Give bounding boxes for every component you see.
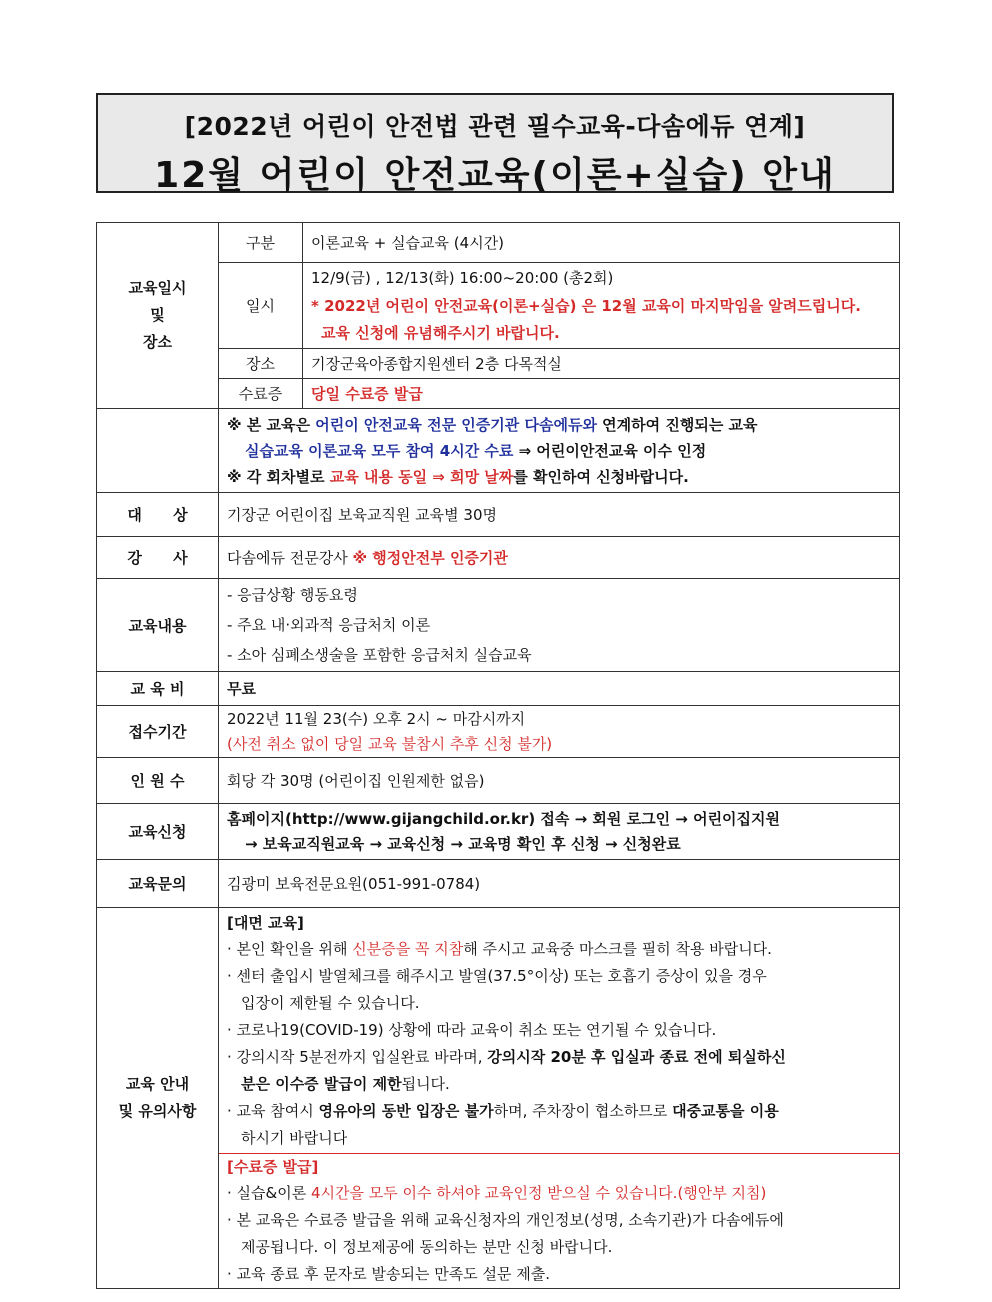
row-content bbox=[97, 579, 900, 672]
guide-label-1: 교육 안내 bbox=[125, 1075, 190, 1093]
cert-bullet-3: · 교육 종료 후 문자로 발송되는 만족도 설문 제출. bbox=[227, 1265, 550, 1283]
date-cell bbox=[303, 263, 900, 349]
b4-b: 강의시작 20분 후 입실과 종료 전에 퇴실하신 bbox=[487, 1048, 786, 1066]
inquiry-label: 교육문의 bbox=[97, 860, 219, 908]
row-inquiry bbox=[97, 860, 900, 908]
b5-d: 대중교통을 이용 bbox=[672, 1102, 779, 1120]
b2-b: 입장이 제한될 수 있습니다. bbox=[241, 994, 420, 1012]
date-notice-2: 교육 신청에 유념해주시기 바랍니다. bbox=[321, 323, 560, 342]
face-bullet-1 bbox=[227, 936, 891, 963]
content-item: - 응급상황 행동요령 bbox=[227, 586, 358, 604]
content-item: - 소아 심폐소생술을 포함한 응급처치 실습교육 bbox=[227, 646, 532, 664]
c1-b: 4시간을 모두 이수 하셔야 교육인정 받으실 수 있습니다.(행안부 지침) bbox=[310, 1184, 767, 1202]
fee-value: 무료 bbox=[219, 672, 900, 706]
note-line-1 bbox=[227, 412, 891, 438]
b2-a: · 센터 출입시 발열체크를 해주시고 발열(37.5°이상) 또는 호흡기 증상이 있을 경우 bbox=[227, 967, 767, 985]
date-label: 일시 bbox=[219, 263, 303, 349]
row-fee bbox=[97, 672, 900, 706]
note1-a: ※ 본 교육은 bbox=[227, 415, 316, 434]
row-target bbox=[97, 493, 900, 537]
period-cell bbox=[219, 706, 900, 758]
instructor-badge: ※ 행정안전부 인증기관 bbox=[352, 549, 508, 567]
c1-a: · 실습&이론 bbox=[227, 1184, 311, 1202]
capacity-value: 회당 각 30명 (어린이집 인원제한 없음) bbox=[219, 758, 900, 804]
fee-label: 교 육 비 bbox=[97, 672, 219, 706]
title-box bbox=[96, 93, 894, 196]
c2-a: · 본 교육은 수료증 발급을 위해 교육신청자의 개인정보(성명, 소속기관)가 다솜에듀에 bbox=[227, 1211, 784, 1229]
schedule-label-2: 및 bbox=[150, 306, 165, 324]
note3-c: 를 확인하여 신청바랍니다. bbox=[513, 467, 689, 486]
note3-b: 교육 내용 동일 ⇒ 희망 날짜 bbox=[329, 467, 514, 486]
b5-e: 하시기 바랍니다 bbox=[241, 1129, 348, 1147]
row-period bbox=[97, 706, 900, 758]
date-notice-1: * 2022년 어린이 안전교육(이론+실습) 은 12월 교육이 마지막임을 알려드립니다. bbox=[311, 296, 861, 315]
guide-face-cell bbox=[219, 908, 900, 1154]
title-line1: [2022년 어린이 안전법 관련 필수교육-다솜에듀 연계] bbox=[184, 112, 806, 141]
row-apply bbox=[97, 804, 900, 860]
b5-c: 하며, 주차장이 협소하므로 bbox=[493, 1102, 673, 1120]
b4-a: · 강의시작 5분전까지 입실완료 바라며, bbox=[227, 1048, 488, 1066]
apply-line-2: → 보육교직원교육 → 교육신청 → 교육명 확인 후 신청 → 신청완료 bbox=[245, 834, 681, 853]
period-note: (사전 취소 없이 당일 교육 불참시 추후 신청 불가) bbox=[227, 734, 553, 753]
period-label: 접수기간 bbox=[97, 706, 219, 758]
cert-label: 수료증 bbox=[219, 379, 303, 409]
note-line-2 bbox=[227, 438, 891, 464]
schedule-label-1: 교육일시 bbox=[128, 279, 187, 297]
face-bullet-4 bbox=[227, 1044, 891, 1098]
place-value: 기장군육아종합지원센터 2층 다목적실 bbox=[303, 349, 900, 379]
instructor-label: 강 사 bbox=[97, 537, 219, 579]
note-line-3 bbox=[227, 464, 891, 490]
guide-label bbox=[97, 908, 219, 1289]
period-value: 2022년 11월 23(수) 오후 2시 ~ 마감시까지 bbox=[227, 709, 526, 728]
c2-b: 제공됩니다. 이 정보제공에 동의하는 분만 신청 바랍니다. bbox=[241, 1238, 613, 1256]
schedule-label-3: 장소 bbox=[143, 333, 172, 351]
note3-a: ※ 각 회차별로 bbox=[227, 467, 330, 486]
row-capacity bbox=[97, 758, 900, 804]
content-label: 교육내용 bbox=[97, 579, 219, 672]
cert-value: 당일 수료증 발급 bbox=[303, 379, 900, 409]
apply-label: 교육신청 bbox=[97, 804, 219, 860]
note2-b: ⇒ 어린이안전교육 이수 인정 bbox=[513, 441, 707, 460]
note1-b: 어린이 안전교육 전문 인증기관 다솜에듀와 bbox=[315, 415, 597, 434]
cert-bullet-1 bbox=[227, 1180, 891, 1207]
b4-d: 됩니다. bbox=[401, 1075, 450, 1093]
info-table bbox=[96, 222, 900, 1289]
schedule-label-cont bbox=[97, 409, 219, 493]
row-notes bbox=[97, 409, 900, 493]
b4-c: 분은 이수증 발급이 제한 bbox=[241, 1075, 402, 1093]
instructor-value: 다솜에듀 전문강사 bbox=[227, 549, 353, 567]
row-type bbox=[97, 223, 900, 263]
note2-a: 실습교육 이론교육 모두 참여 4시간 수료 bbox=[245, 441, 514, 460]
row-instructor bbox=[97, 537, 900, 579]
cert-title: [수료증 발급] bbox=[227, 1158, 319, 1176]
type-label: 구분 bbox=[219, 223, 303, 263]
cert-bullet-2 bbox=[227, 1207, 891, 1261]
row-guide-face bbox=[97, 908, 900, 1154]
inquiry-value: 김광미 보육전문요원(051-991-0784) bbox=[219, 860, 900, 908]
instructor-cell bbox=[219, 537, 900, 579]
b5-b: 영유아의 동반 입장은 불가 bbox=[318, 1102, 494, 1120]
capacity-label: 인 원 수 bbox=[97, 758, 219, 804]
guide-label-2: 및 유의사항 bbox=[118, 1102, 197, 1120]
b1-a: · 본인 확인을 위해 bbox=[227, 940, 353, 958]
apply-cell bbox=[219, 804, 900, 860]
face-bullet-3: · 코로나19(COVID-19) 상황에 따라 교육이 취소 또는 연기될 수 있습니다. bbox=[227, 1021, 717, 1039]
type-value: 이론교육 + 실습교육 (4시간) bbox=[303, 223, 900, 263]
face-bullet-5 bbox=[227, 1098, 891, 1152]
title-line2: 12월 어린이 안전교육(이론+실습) 안내 bbox=[154, 155, 836, 196]
b1-b: 신분증을 꼭 지참 bbox=[352, 940, 464, 958]
notes-cell bbox=[219, 409, 900, 493]
b5-a: · 교육 참여시 bbox=[227, 1102, 319, 1120]
content-item: - 주요 내·외과적 응급처치 이론 bbox=[227, 616, 431, 634]
date-value: 12/9(금) , 12/13(화) 16:00~20:00 (총2회) bbox=[311, 268, 614, 287]
schedule-label bbox=[97, 223, 219, 409]
b1-c: 해 주시고 교육중 마스크를 필히 착용 바랍니다. bbox=[463, 940, 772, 958]
note1-c: 연계하여 진행되는 교육 bbox=[596, 415, 758, 434]
place-label: 장소 bbox=[219, 349, 303, 379]
face-title: [대면 교육] bbox=[227, 914, 304, 932]
content-cell bbox=[219, 579, 900, 672]
face-bullet-2 bbox=[227, 963, 891, 1017]
target-label: 대 상 bbox=[97, 493, 219, 537]
guide-cert-cell bbox=[219, 1154, 900, 1289]
apply-line-1: 홈페이지(http://www.gijangchild.or.kr) 접속 → 회원 로그인 → 어린이집지원 bbox=[227, 809, 781, 828]
target-value: 기장군 어린이집 보육교직원 교육별 30명 bbox=[219, 493, 900, 537]
